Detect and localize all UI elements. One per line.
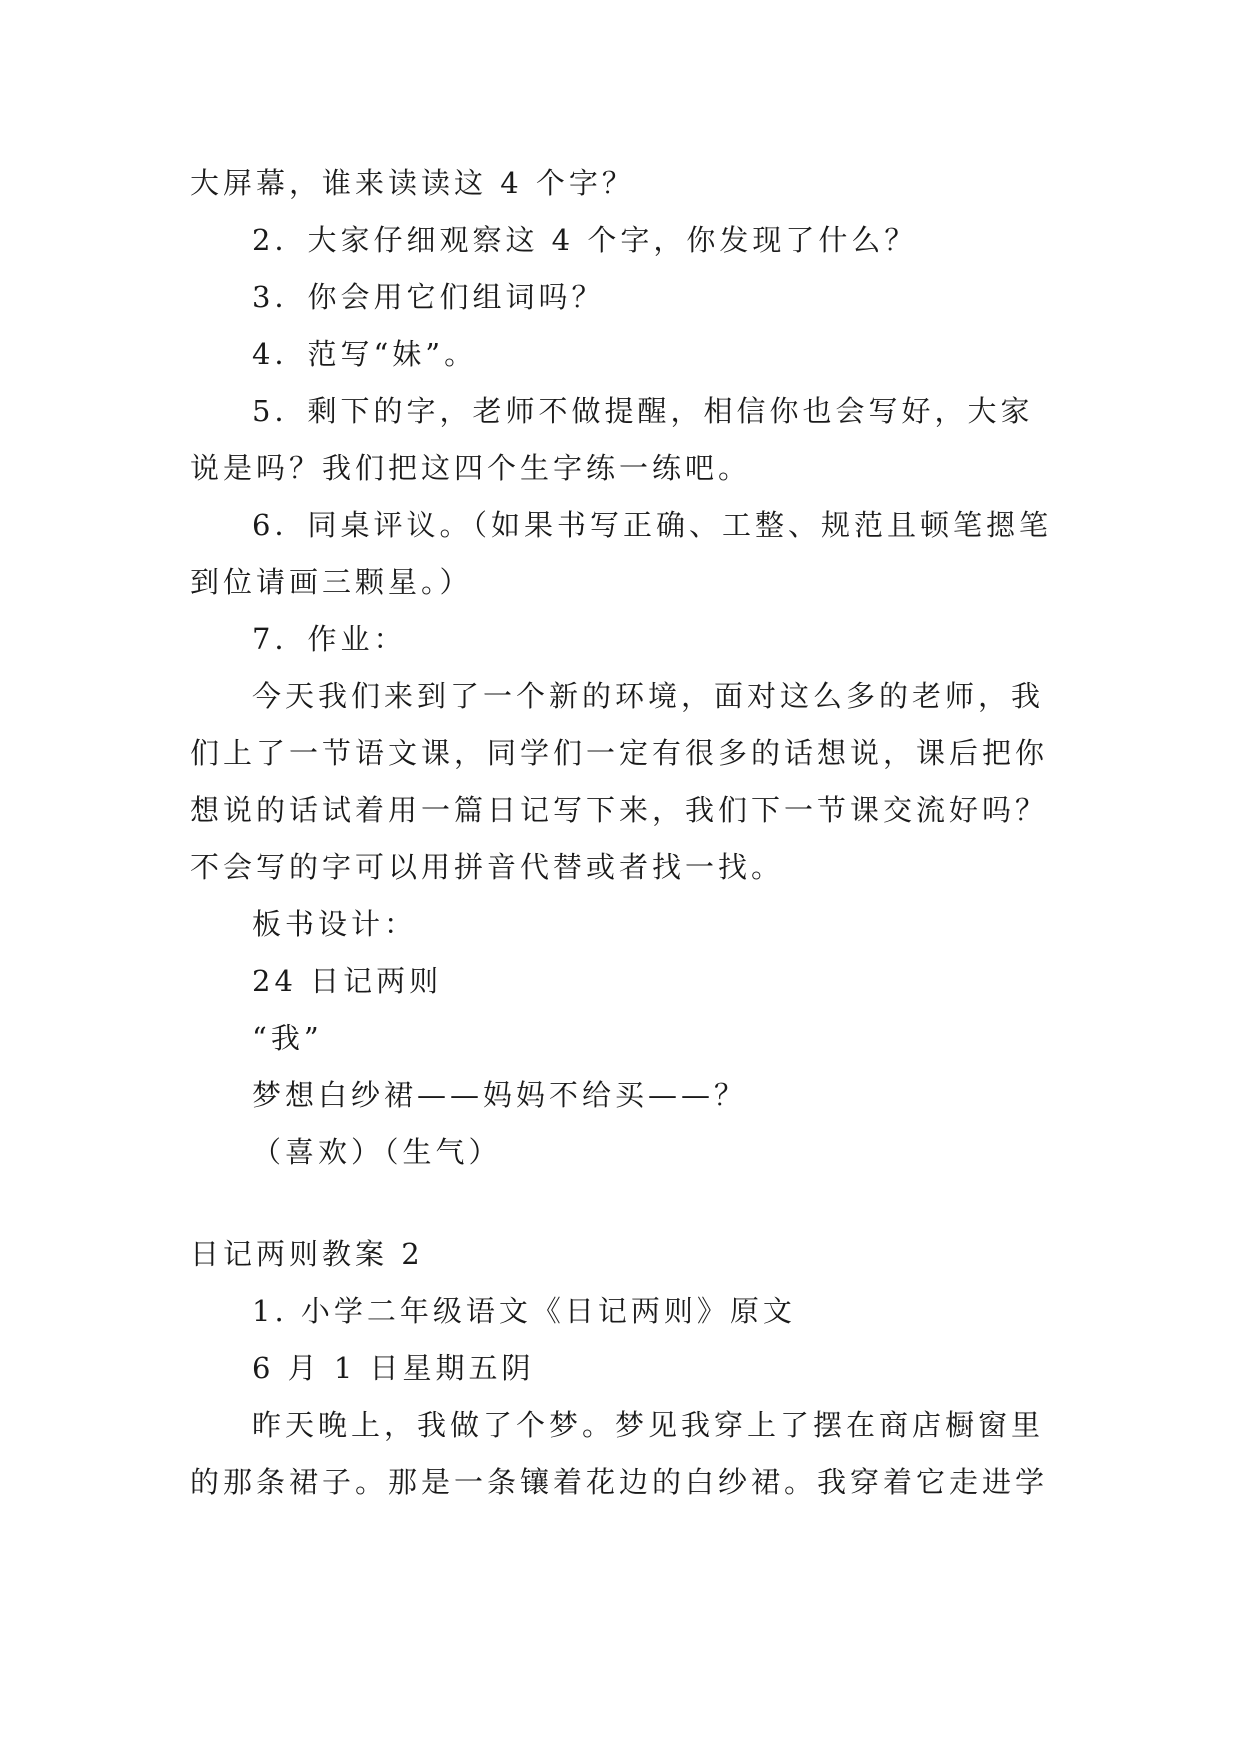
list-item: 6．同桌评议。（如果书写正确、工整、规范且顿笔摁笔	[252, 508, 1052, 542]
subheading: 1. 小学二年级语文《日记两则》原文	[252, 1294, 796, 1328]
board-title: 24 日记两则	[252, 964, 443, 998]
list-item: 7．作业：	[252, 622, 407, 656]
text-line: 想说的话试着用一篇日记写下来，我们下一节课交流好吗？	[190, 793, 1049, 827]
section-title: 日记两则教案 2	[190, 1237, 424, 1271]
board-line: （喜欢）（生气）	[252, 1135, 502, 1169]
list-item: 4．范写“妹”。	[252, 337, 478, 371]
paragraph-line: 昨天晚上，我做了个梦。梦见我穿上了摆在商店橱窗里	[252, 1408, 1045, 1442]
text-line: 不会写的字可以用拼音代替或者找一找。	[190, 850, 785, 884]
text-line: 到位请画三颗星。）	[190, 565, 473, 599]
board-line: 梦想白纱裙——妈妈不给买——？	[252, 1078, 748, 1112]
paragraph-line: 今天我们来到了一个新的环境，面对这么多的老师，我	[252, 679, 1045, 713]
text-line: 的那条裙子。那是一条镶着花边的白纱裙。我穿着它走进学	[190, 1465, 1049, 1499]
text-line: 说是吗？我们把这四个生字练一练吧。	[190, 451, 752, 485]
section-heading: 板书设计：	[252, 907, 418, 941]
text-line: 大屏幕，谁来读读这 4 个字？	[190, 166, 635, 200]
text-line: 们上了一节语文课，同学们一定有很多的话想说，课后把你	[190, 736, 1049, 770]
list-item: 5．剩下的字，老师不做提醒，相信你也会写好，大家	[252, 394, 1034, 428]
list-item: 3．你会用它们组词吗？	[252, 280, 605, 314]
list-item: 2．大家仔细观察这 4 个字，你发现了什么？	[252, 223, 918, 257]
board-line: “我”	[252, 1021, 323, 1055]
date-line: 6 月 1 日星期五阴	[252, 1351, 535, 1385]
